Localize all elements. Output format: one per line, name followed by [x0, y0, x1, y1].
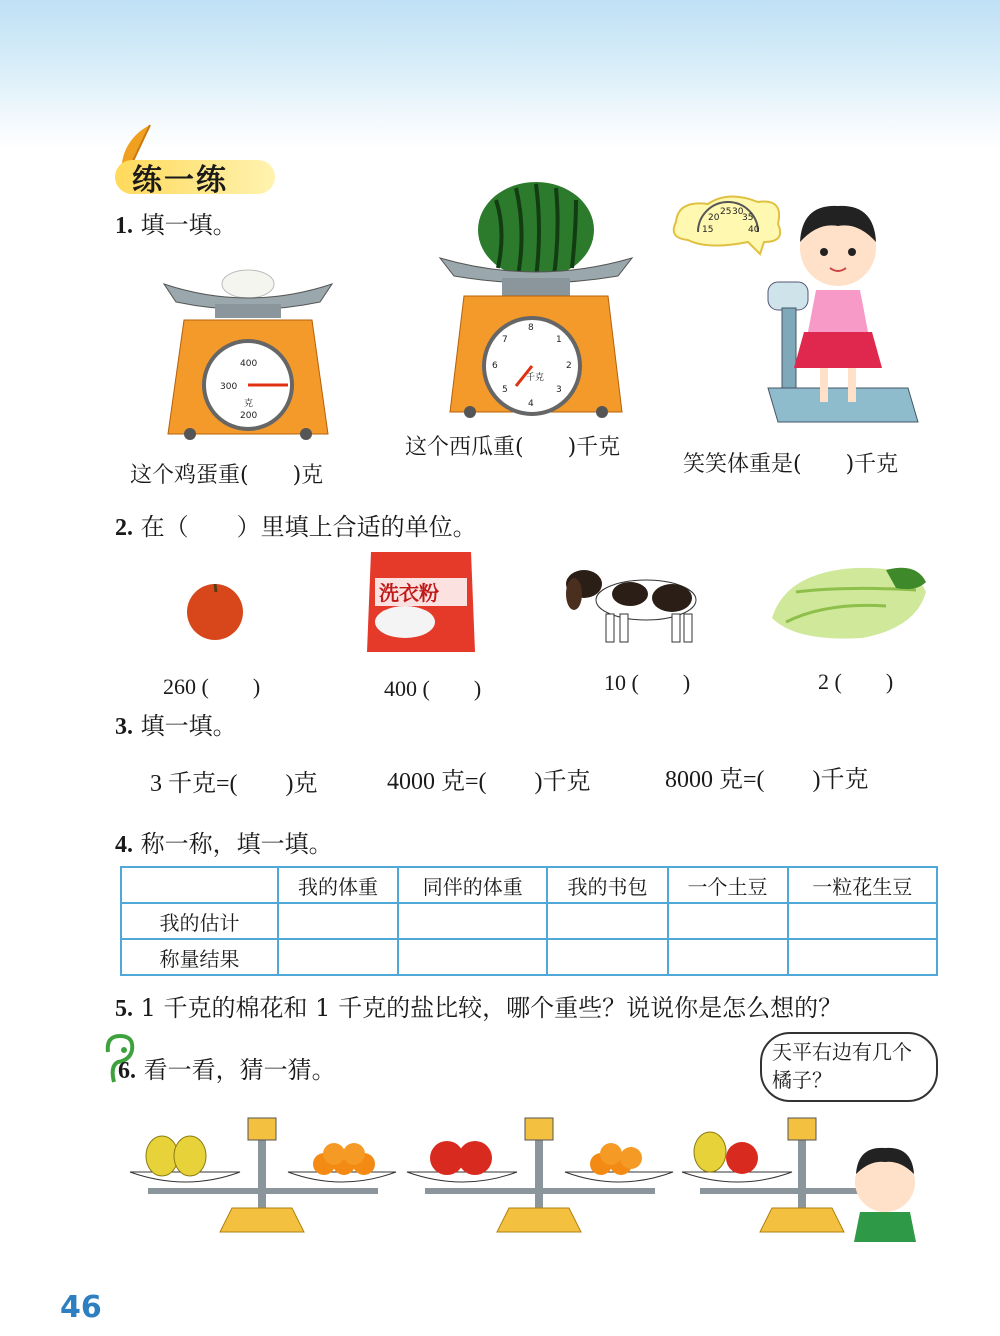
- detergent-bag-label: 洗衣粉: [379, 581, 439, 605]
- dial-label-200: 200: [240, 411, 258, 421]
- girl-on-scale-illustration: [668, 192, 928, 432]
- dial-label-unit: 千克: [526, 373, 545, 383]
- question-text: 在（ ）里填上合适的单位。: [140, 513, 477, 541]
- table-row: [121, 939, 937, 975]
- answer-cell[interactable]: [547, 903, 667, 939]
- page-number: 46: [60, 1290, 102, 1325]
- table-row: [121, 903, 937, 939]
- column-header: 一粒花生豆: [788, 867, 937, 903]
- answer-cabbage: 2 ( ): [818, 669, 894, 694]
- question-1: [115, 205, 237, 240]
- dial-label-7: 7: [502, 335, 508, 345]
- cabbage-illustration: [766, 562, 931, 644]
- question-text: 称一称，填一填。: [140, 830, 333, 858]
- watermelon-caption: 这个西瓜重( )千克: [405, 435, 621, 460]
- column-header: 我的体重: [278, 867, 398, 903]
- dial-label-30: 30: [732, 207, 744, 217]
- dial-label-2: 2: [566, 361, 572, 371]
- dial-label-20: 20: [708, 213, 720, 223]
- answer-cell[interactable]: [398, 939, 547, 975]
- speech-bubble: 天平右边有几个橘子？: [760, 1032, 938, 1102]
- question-number: 5.: [115, 996, 133, 1022]
- balance-apples-oranges: [405, 1112, 675, 1237]
- question-4: [115, 824, 333, 859]
- question-number: 3.: [115, 714, 133, 740]
- dial-label-35: 35: [742, 213, 754, 223]
- question-2: [115, 507, 477, 542]
- table-header-row: [121, 867, 937, 903]
- question-5: [115, 988, 842, 1023]
- dial-label-8: 8: [528, 323, 534, 333]
- answer-cell[interactable]: [398, 903, 547, 939]
- dial-label-1: 1: [556, 335, 562, 345]
- balance-pears-oranges: [128, 1112, 398, 1237]
- conversion-item-1: 3 千克=( )克: [150, 771, 318, 797]
- column-header: 我的书包: [547, 867, 667, 903]
- question-text: 填一填。: [140, 712, 237, 740]
- row-header: 我的估计: [121, 903, 278, 939]
- detergent-bag-illustration: [365, 548, 477, 656]
- dial-label-4: 4: [528, 399, 534, 409]
- answer-cell[interactable]: [668, 939, 788, 975]
- answer-cell[interactable]: [668, 903, 788, 939]
- table-corner-cell: [121, 867, 278, 903]
- column-header: 同伴的体重: [398, 867, 547, 903]
- egg-scale-illustration: [160, 262, 340, 442]
- dial-label-300: 300: [220, 382, 238, 392]
- answer-dog: 10 ( ): [604, 670, 691, 695]
- column-header: 一个土豆: [668, 867, 788, 903]
- answer-cell[interactable]: [278, 903, 398, 939]
- answer-cell[interactable]: [788, 903, 937, 939]
- watermelon-scale-illustration: [436, 180, 636, 420]
- dial-label-40: 40: [748, 225, 760, 235]
- answer-detergent: 400 ( ): [384, 676, 482, 701]
- question-6: [118, 1050, 336, 1085]
- question-text: 填一填。: [140, 211, 237, 239]
- apple-icon: [183, 578, 247, 642]
- balance-pear-apple-unknown: [680, 1112, 950, 1242]
- question-number: 6.: [118, 1058, 136, 1084]
- answer-cell[interactable]: [547, 939, 667, 975]
- question-3: [115, 706, 237, 741]
- dial-label-25: 25: [720, 207, 732, 217]
- dial-label-6: 6: [492, 361, 498, 371]
- dog-illustration: [560, 560, 705, 650]
- answer-apple: 260 ( ): [163, 674, 261, 699]
- conversion-item-3: 8000 克=( )千克: [665, 767, 869, 793]
- egg-caption: 这个鸡蛋重( )克: [130, 463, 324, 488]
- dial-label-5: 5: [502, 385, 508, 395]
- question-text: 看一看，猜一猜。: [143, 1056, 336, 1084]
- girl-caption: 笑笑体重是( )千克: [683, 452, 899, 477]
- weighing-table: [120, 866, 938, 976]
- dial-label-400: 400: [240, 359, 258, 369]
- section-title: 练一练: [132, 163, 228, 198]
- question-number: 1.: [115, 213, 133, 239]
- dial-label-3: 3: [556, 385, 562, 395]
- question-text: 1 千克的棉花和 1 千克的盐比较，哪个重些？说说你是怎么想的？: [140, 994, 843, 1022]
- conversion-item-2: 4000 克=( )千克: [387, 769, 591, 795]
- row-header: 称量结果: [121, 939, 278, 975]
- question-number: 4.: [115, 832, 133, 858]
- dial-label-unit: 克: [244, 399, 254, 409]
- answer-cell[interactable]: [278, 939, 398, 975]
- question-number: 2.: [115, 515, 133, 541]
- answer-cell[interactable]: [788, 939, 937, 975]
- dial-label-15: 15: [702, 225, 714, 235]
